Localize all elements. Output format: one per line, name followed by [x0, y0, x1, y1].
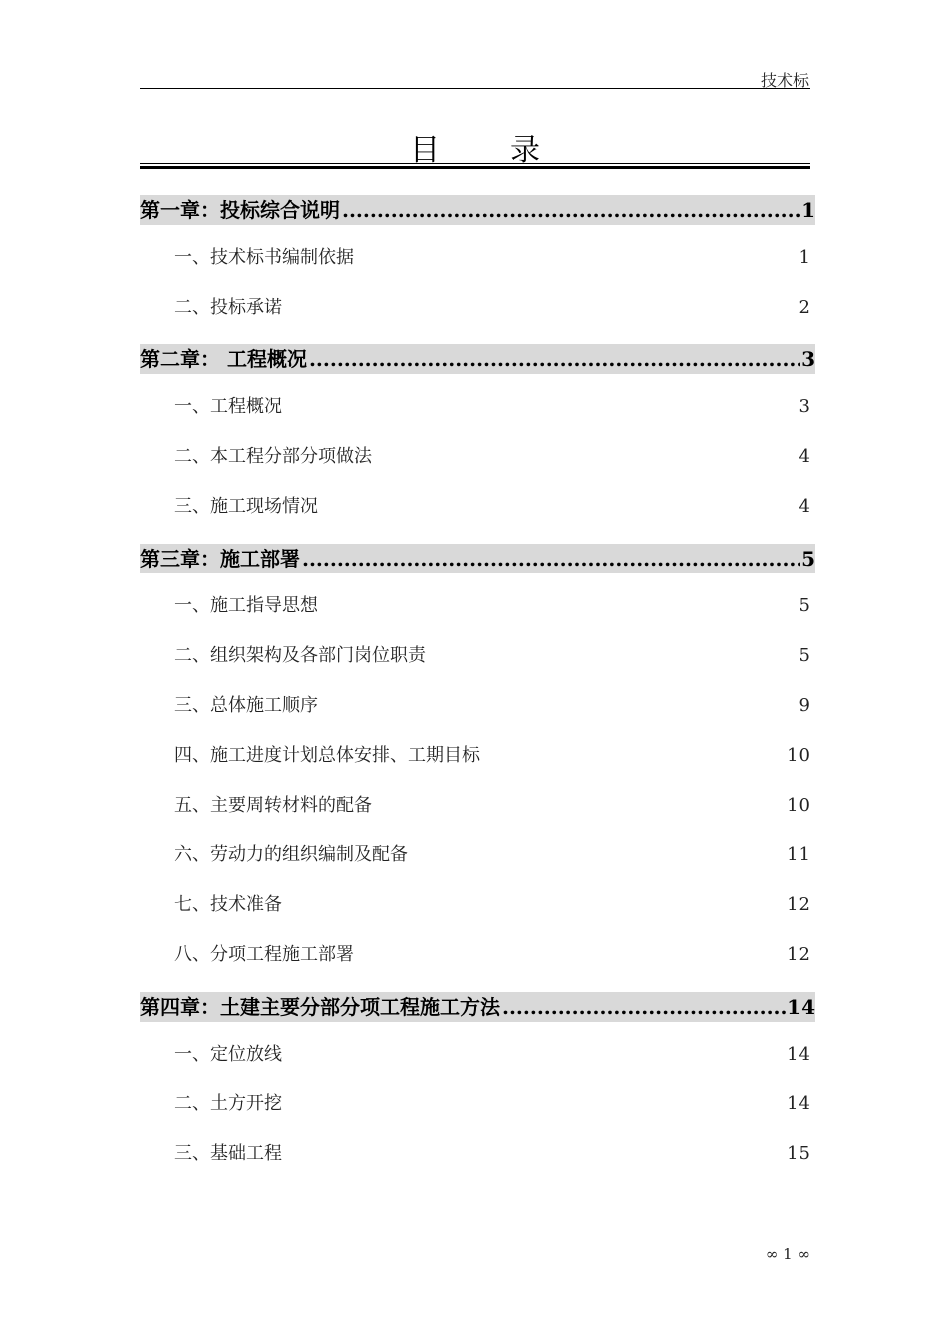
toc-entry-label: 第二章： 工程概况 [140, 344, 309, 374]
toc-section-entry[interactable] [140, 283, 815, 333]
toc-section-entry[interactable] [140, 432, 815, 482]
toc-title: 目录 [410, 133, 610, 168]
toc-section-entry[interactable] [140, 1079, 815, 1129]
dot-leader [502, 992, 786, 1022]
toc-entry-label: 八、分项工程施工部署 [174, 943, 354, 965]
toc-entry-label: 六、劳动力的组织编制及配备 [174, 844, 408, 866]
toc-section-entry[interactable] [140, 681, 815, 731]
page-number-footer: ∞ 1 ∞ [765, 1245, 810, 1263]
toc-entry-page: 3 [798, 396, 810, 418]
toc-section-entry[interactable] [140, 482, 815, 532]
toc-section-entry[interactable] [140, 930, 815, 980]
toc-entry-page: 3 [800, 344, 815, 374]
toc-section-entry[interactable] [140, 382, 815, 432]
toc-section-entry[interactable] [140, 631, 815, 681]
toc-entry-page: 1 [798, 246, 810, 268]
toc-entry-page: 14 [787, 1043, 810, 1065]
toc-entry-label: 四、施工进度计划总体安排、工期目标 [174, 744, 480, 766]
toc-entry-page: 12 [787, 943, 810, 965]
table-of-contents [140, 183, 815, 1179]
toc-entry-label: 一、工程概况 [174, 396, 282, 418]
toc-entry-page: 9 [798, 694, 810, 716]
toc-entry-page: 4 [798, 495, 810, 517]
toc-entry-label: 三、基础工程 [174, 1143, 282, 1165]
toc-entry-label: 七、技术准备 [174, 894, 282, 916]
toc-section-entry[interactable] [140, 1129, 815, 1179]
dot-leader [342, 195, 800, 225]
toc-entry-page: 14 [786, 992, 815, 1022]
toc-entry-page: 10 [787, 794, 810, 816]
dot-leader [302, 544, 800, 574]
toc-entry-label: 二、土方开挖 [174, 1093, 282, 1115]
toc-entry-label: 第四章：土建主要分部分项工程施工方法 [140, 992, 502, 1022]
toc-entry-label: 一、施工指导思想 [174, 595, 318, 617]
toc-entry-label: 第一章：投标综合说明 [140, 195, 342, 225]
toc-entry-page: 14 [787, 1093, 810, 1115]
toc-chapter-entry[interactable] [140, 532, 815, 582]
toc-entry-page: 11 [787, 844, 810, 866]
toc-chapter-entry[interactable] [140, 332, 815, 382]
toc-entry-page: 1 [800, 195, 815, 225]
toc-section-entry[interactable] [140, 581, 815, 631]
toc-entry-page: 12 [787, 894, 810, 916]
toc-section-entry[interactable] [140, 880, 815, 930]
toc-entry-page: 10 [787, 744, 810, 766]
toc-entry-page: 5 [800, 544, 815, 574]
toc-section-entry[interactable] [140, 830, 815, 880]
toc-section-entry[interactable] [140, 233, 815, 283]
dot-leader [309, 344, 800, 374]
toc-entry-page: 2 [798, 296, 810, 318]
toc-entry-label: 五、主要周转材料的配备 [174, 794, 372, 816]
toc-entry-label: 二、组织架构及各部门岗位职责 [174, 645, 426, 667]
toc-entry-label: 第三章：施工部署 [140, 544, 302, 574]
title-rule-thick [140, 166, 810, 169]
header-rule [140, 88, 810, 89]
title-rule-thin [140, 163, 810, 164]
toc-section-entry[interactable] [140, 1030, 815, 1080]
toc-entry-page: 4 [798, 445, 810, 467]
toc-entry-label: 二、本工程分部分项做法 [174, 445, 372, 467]
toc-entry-page: 15 [787, 1143, 810, 1165]
toc-entry-label: 一、技术标书编制依据 [174, 246, 354, 268]
toc-section-entry[interactable] [140, 731, 815, 781]
toc-chapter-entry[interactable] [140, 980, 815, 1030]
running-header: 技术标 [760, 71, 809, 90]
toc-entry-label: 三、总体施工顺序 [174, 694, 318, 716]
toc-entry-label: 三、施工现场情况 [174, 495, 318, 517]
toc-entry-label: 二、投标承诺 [174, 296, 282, 318]
toc-entry-label: 一、定位放线 [174, 1043, 282, 1065]
toc-entry-page: 5 [798, 595, 810, 617]
toc-entry-page: 5 [798, 645, 810, 667]
toc-section-entry[interactable] [140, 781, 815, 831]
toc-chapter-entry[interactable] [140, 183, 815, 233]
